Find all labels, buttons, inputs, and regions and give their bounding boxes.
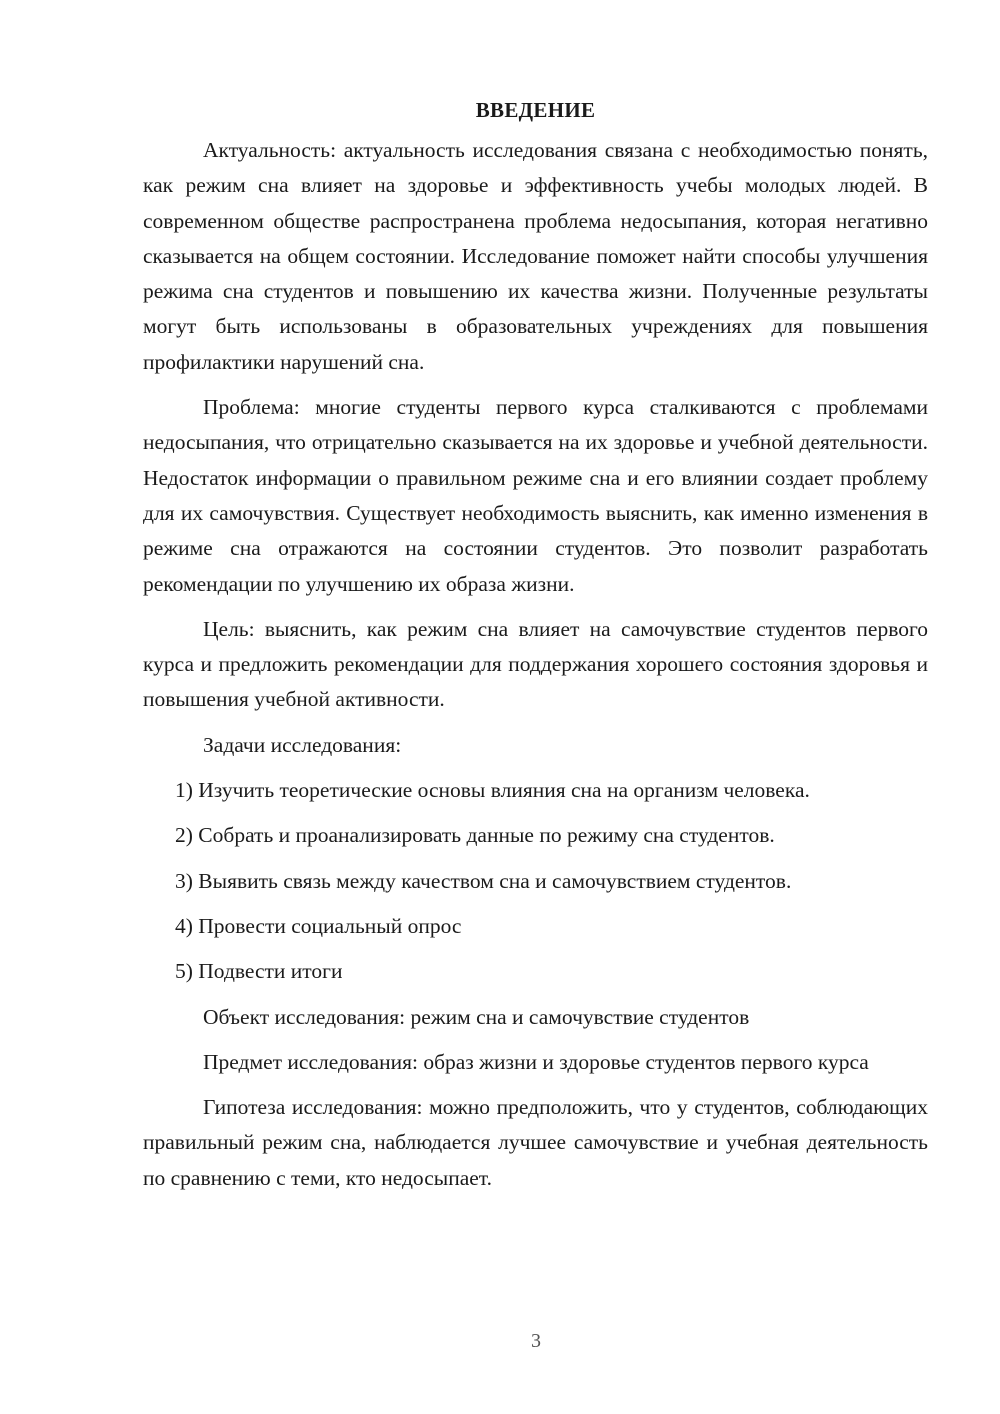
list-item: 1) Изучить теоретические основы влияния сна на организм человека.: [175, 778, 810, 803]
list-item: 2) Собрать и проанализировать данные по режиму сна студентов.: [175, 823, 775, 848]
object-paragraph: Объект исследования: режим сна и самочувствие студентов: [203, 1004, 750, 1029]
subject-paragraph: Предмет исследования: образ жизни и здоровье студентов первого курса: [203, 1049, 869, 1074]
hypothesis-paragraph: Гипотеза исследования: можно предположить, что у студентов, соблюдающих правильный режим сна, наблюдается лучшее самочувствие и учебная деятельность по сравнению с теми, кто недосыпает.: [143, 1095, 928, 1190]
task-list: [143, 773, 928, 989]
document-page: [143, 92, 928, 1206]
problem-paragraph: Проблема: многие студенты первого курса сталкиваются с проблемами недосыпания, что отрицательно сказывается на их здоровье и учебной деятельности. Недостаток информации о правильном режиме сна и его влиянии создает проблему для их самочувствия. Существует необходимость выяснить, как именно изменения в режиме сна отражаются на состоянии студентов. Это позволит разработать рекомендации по улучшению их образа жизни.: [143, 395, 928, 596]
page-title: ВВЕДЕНИЕ: [475, 98, 596, 122]
goal-paragraph: Цель: выяснить, как режим сна влияет на самочувствие студентов первого курса и предложить рекомендации для поддержания хорошего состояния здоровья и повышения учебной активности.: [143, 616, 928, 712]
relevance-paragraph: Актуальность: актуальность исследования связана с необходимостью понять, как режим сна влияет на здоровье и эффективность учебы молодых людей. В современном обществе распространена проблема недосыпания, которая негативно сказывается на общем состоянии. Исследование поможет найти способы улучшения режима сна студентов и повышению их качества жизни. Полученные результаты могут быть использованы в образовательных учреждениях для повышения профилактики нарушений сна.: [143, 138, 928, 374]
tasks-heading: Задачи исследования:: [203, 732, 402, 757]
list-item: 5) Подвести итоги: [175, 959, 343, 984]
list-item: 3) Выявить связь между качеством сна и самочувствием студентов.: [175, 868, 792, 893]
page-number: 3: [531, 1330, 541, 1352]
list-item: 4) Провести социальный опрос: [175, 913, 462, 938]
